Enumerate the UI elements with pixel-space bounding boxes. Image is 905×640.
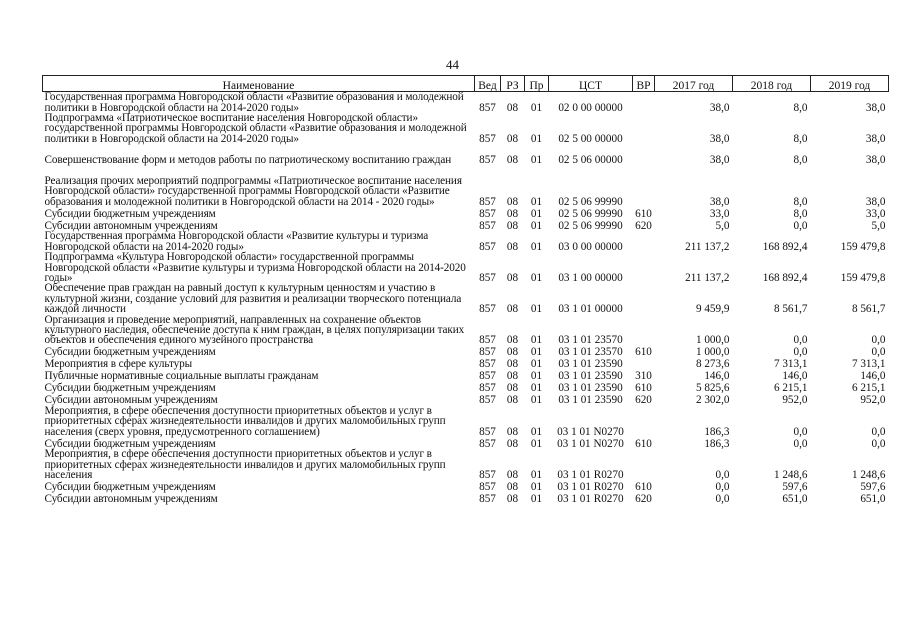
table-header-row [43, 76, 889, 92]
row-vr: 610 [635, 382, 652, 395]
row-value-2018: 952,0 [782, 394, 808, 407]
row-cst: 03 1 01 23590 [558, 358, 623, 371]
row-value-2019: 38,0 [865, 195, 886, 208]
header-name: Наименование [43, 76, 475, 92]
row-vr: 610 [635, 480, 652, 493]
row-rz: 08 [506, 207, 519, 220]
row-pr: 01 [530, 132, 543, 145]
row-name: Реализация прочих мероприятий подпрограммы «Патриотическое воспитание населения Новгородской области» государственной программы Новгородской области «Развитие образования и молодежной политики в Новгородской области на 2014 - 2020 годы» [44, 175, 462, 208]
row-vr [633, 144, 655, 165]
row-pr: 01 [530, 195, 543, 208]
row-value-2017: 186,3 [704, 425, 730, 438]
row-cst: 03 1 01 R0270 [557, 480, 624, 493]
row-value-2018: 8,0 [793, 153, 808, 166]
row-value-2018: 168 892,4 [762, 240, 808, 253]
row-value-2019: 651,0 [860, 492, 886, 505]
row-value-2019: 597,6 [860, 480, 886, 493]
row-pr: 01 [530, 425, 543, 438]
row-pr: 01 [530, 101, 543, 114]
row-pr: 01 [530, 303, 543, 316]
row-value-2018: 8 561,7 [773, 303, 808, 316]
header-cst: ЦСТ [549, 76, 633, 92]
row-value-2017: 38,0 [709, 101, 730, 114]
row-rz: 08 [506, 425, 519, 438]
row-ved: 857 [479, 437, 496, 450]
row-name: Подпрограмма «Культура Новгородской области» государственной программы Новгородской области «Развитие культуры и туризма Новгородской области на 2014-2020 годы» [44, 251, 466, 285]
row-ved: 857 [479, 346, 496, 359]
row-cst: 02 0 00 00000 [558, 101, 623, 114]
row-value-2019: 0,0 [871, 425, 886, 438]
row-rz: 08 [506, 492, 519, 505]
row-name: Субсидии автономным учреждениям [44, 492, 218, 505]
row-cst: 03 1 01 R0270 [557, 492, 624, 505]
row-value-2017: 2 302,0 [695, 394, 730, 407]
row-value-2019: 159 479,8 [840, 272, 886, 285]
row-pr: 01 [530, 382, 543, 395]
table-row [43, 480, 889, 492]
row-value-2018: 0,0 [793, 334, 808, 347]
row-rz: 08 [506, 480, 519, 493]
header-rz: РЗ [501, 76, 525, 92]
row-pr: 01 [530, 272, 543, 285]
row-name: Организация и проведение мероприятий, направленных на сохранение объектов культурного наследия, обеспечение доступа к ним граждан, в целях популяризации таких объектов и обеспечения единого музейного пространства [44, 313, 465, 347]
table-row [43, 492, 889, 504]
row-name: Публичные нормативные социальные выплаты гражданам [44, 370, 319, 383]
row-pr: 01 [530, 468, 543, 481]
row-ved: 857 [479, 480, 496, 493]
row-rz: 08 [506, 346, 519, 359]
header-vr: ВР [633, 76, 655, 92]
row-cst: 03 1 01 N0270 [557, 437, 624, 450]
row-cst: 03 1 00 00000 [558, 272, 623, 285]
table-row [43, 207, 889, 219]
row-name: Субсидии бюджетным учреждениям [44, 382, 216, 395]
row-value-2018: 597,6 [782, 480, 808, 493]
row-name: Субсидии автономным учреждениям [44, 394, 218, 407]
table-row [43, 219, 889, 231]
row-value-2018: 168 892,4 [762, 272, 808, 285]
row-value-2019: 0,0 [871, 346, 886, 359]
row-rz: 08 [506, 240, 519, 253]
row-value-2017: 8 273,6 [695, 358, 730, 371]
row-rz: 08 [506, 334, 519, 347]
row-value-2018: 651,0 [782, 492, 808, 505]
row-ved: 857 [479, 219, 496, 232]
row-rz: 08 [506, 132, 519, 145]
row-vr [633, 449, 655, 480]
row-cst: 03 1 01 23570 [558, 334, 623, 347]
row-value-2017: 38,0 [709, 153, 730, 166]
row-cst: 03 1 01 23590 [558, 382, 623, 395]
row-value-2018: 8,0 [793, 207, 808, 220]
row-vr [633, 165, 655, 207]
row-value-2017: 33,0 [709, 207, 730, 220]
row-value-2019: 38,0 [865, 132, 886, 145]
row-value-2018: 146,0 [782, 370, 808, 383]
row-pr: 01 [530, 394, 543, 407]
row-ved: 857 [479, 132, 496, 145]
row-name: Обеспечение прав граждан на равный доступ к культурным ценностям и участию в культурной жизни, создание условий для развития и реализации творческого потенциала каждой личности [44, 282, 462, 316]
row-vr: 620 [635, 492, 652, 505]
row-rz: 08 [506, 272, 519, 285]
row-name: Мероприятия, в сфере обеспечения доступности приоритетных объектов и услуг в приоритетных сферах жизнедеятельности инвалидов и других маломобильных групп населения [44, 448, 446, 481]
table-row [43, 113, 889, 144]
row-vr: 610 [635, 346, 652, 359]
row-pr: 01 [530, 240, 543, 253]
row-value-2019: 952,0 [860, 394, 886, 407]
row-value-2017: 146,0 [704, 370, 730, 383]
header-2017: 2017 год [655, 76, 733, 92]
row-value-2017: 5 825,6 [695, 382, 730, 395]
row-rz: 08 [506, 468, 519, 481]
row-ved: 857 [479, 468, 496, 481]
row-name: Государственная программа Новгородской области «Развитие образования и молодежной политики в Новгородской области на 2014-2020 годы» [44, 91, 464, 114]
row-ved: 857 [479, 370, 496, 383]
row-ved: 857 [479, 240, 496, 253]
row-vr: 310 [635, 370, 652, 383]
row-value-2018: 1 248,6 [773, 468, 808, 481]
row-ved: 857 [479, 101, 496, 114]
budget-table [42, 75, 889, 504]
table-row [43, 449, 889, 480]
table-row [43, 231, 889, 252]
row-pr: 01 [530, 437, 543, 450]
row-ved: 857 [479, 303, 496, 316]
row-rz: 08 [506, 394, 519, 407]
row-value-2018: 7 313,1 [773, 358, 808, 371]
row-name: Субсидии бюджетным учреждениям [44, 480, 216, 493]
row-value-2017: 0,0 [715, 492, 730, 505]
row-value-2017: 5,0 [715, 219, 730, 232]
row-cst: 02 5 06 99990 [558, 195, 623, 208]
table-body [43, 92, 889, 505]
row-value-2017: 0,0 [715, 480, 730, 493]
row-rz: 08 [506, 303, 519, 316]
row-value-2017: 211 137,2 [685, 272, 730, 285]
row-value-2017: 38,0 [709, 195, 730, 208]
table-row [43, 346, 889, 358]
row-ved: 857 [479, 334, 496, 347]
row-rz: 08 [506, 382, 519, 395]
table-row [43, 370, 889, 382]
row-value-2017: 211 137,2 [685, 240, 730, 253]
row-value-2019: 159 479,8 [840, 240, 886, 253]
row-ved: 857 [479, 153, 496, 166]
row-ved: 857 [479, 492, 496, 505]
row-pr: 01 [530, 492, 543, 505]
row-value-2019: 0,0 [871, 334, 886, 347]
row-vr [633, 283, 655, 314]
row-vr [633, 113, 655, 144]
row-cst: 03 1 01 R0270 [557, 468, 624, 481]
row-vr [633, 315, 655, 346]
row-value-2019: 38,0 [865, 101, 886, 114]
row-value-2018: 0,0 [793, 219, 808, 232]
row-cst: 02 5 06 99990 [558, 207, 623, 220]
row-pr: 01 [530, 358, 543, 371]
row-pr: 01 [530, 334, 543, 347]
page-number: 44 [446, 57, 459, 72]
row-rz: 08 [506, 153, 519, 166]
row-name: Субсидии бюджетным учреждениям [44, 346, 216, 359]
row-value-2017: 1 000,0 [695, 334, 730, 347]
header-2018: 2018 год [733, 76, 811, 92]
row-pr: 01 [530, 370, 543, 383]
table-row [43, 165, 889, 207]
row-value-2019: 1 248,6 [851, 468, 886, 481]
header-ved: Вед [475, 76, 501, 92]
row-value-2018: 0,0 [793, 437, 808, 450]
row-value-2017: 186,3 [704, 437, 730, 450]
row-cst: 03 1 01 N0270 [557, 425, 624, 438]
row-value-2017: 0,0 [715, 468, 730, 481]
row-value-2019: 38,0 [865, 153, 886, 166]
row-value-2018: 0,0 [793, 346, 808, 359]
table-row [43, 406, 889, 437]
row-value-2018: 8,0 [793, 195, 808, 208]
row-ved: 857 [479, 272, 496, 285]
row-ved: 857 [479, 425, 496, 438]
row-cst: 02 5 00 00000 [558, 132, 623, 145]
row-rz: 08 [506, 219, 519, 232]
row-value-2019: 7 313,1 [851, 358, 886, 371]
row-name: Государственная программа Новгородской области «Развитие культуры и туризма Новгородской области на 2014-2020 годы» [44, 230, 429, 253]
row-rz: 08 [506, 358, 519, 371]
row-pr: 01 [530, 153, 543, 166]
row-vr: 610 [635, 437, 652, 450]
row-cst: 02 5 06 00000 [558, 153, 623, 166]
row-ved: 857 [479, 394, 496, 407]
table-row [43, 92, 889, 114]
row-name: Совершенствование форм и методов работы по патриотическому воспитанию граждан [44, 153, 452, 166]
row-pr: 01 [530, 346, 543, 359]
row-name: Мероприятия, в сфере обеспечения доступности приоритетных объектов и услуг в приоритетных сферах жизнедеятельности инвалидов и других маломобильных групп населения (сверх уровня, предусмотренного соглашением) [44, 404, 446, 438]
row-name: Мероприятия в сфере культуры [44, 358, 193, 371]
row-cst: 03 1 01 23570 [558, 346, 623, 359]
row-pr: 01 [530, 480, 543, 493]
row-vr [633, 252, 655, 283]
row-value-2018: 8,0 [793, 101, 808, 114]
row-value-2019: 33,0 [865, 207, 886, 220]
row-value-2018: 6 215,1 [773, 382, 808, 395]
row-value-2017: 9 459,9 [695, 303, 730, 316]
row-vr [633, 406, 655, 437]
row-value-2017: 1 000,0 [695, 346, 730, 359]
row-value-2018: 8,0 [793, 132, 808, 145]
row-value-2019: 146,0 [860, 370, 886, 383]
row-value-2019: 8 561,7 [851, 303, 886, 316]
row-vr [633, 92, 655, 114]
table-row [43, 358, 889, 370]
row-vr: 620 [635, 219, 652, 232]
table-row [43, 144, 889, 165]
row-rz: 08 [506, 101, 519, 114]
row-cst: 03 1 01 00000 [558, 303, 623, 316]
row-value-2019: 6 215,1 [851, 382, 886, 395]
row-vr: 610 [635, 207, 652, 220]
row-value-2019: 0,0 [871, 437, 886, 450]
header-2019: 2019 год [811, 76, 889, 92]
row-pr: 01 [530, 219, 543, 232]
row-cst: 03 1 01 23590 [558, 394, 623, 407]
row-value-2018: 0,0 [793, 425, 808, 438]
row-vr [633, 231, 655, 252]
row-value-2017: 38,0 [709, 132, 730, 145]
table-row [43, 252, 889, 283]
row-vr: 620 [635, 394, 652, 407]
table-row [43, 315, 889, 346]
row-vr [633, 358, 655, 370]
row-ved: 857 [479, 358, 496, 371]
table-row [43, 283, 889, 314]
row-rz: 08 [506, 195, 519, 208]
row-cst: 03 1 01 23590 [558, 370, 623, 383]
row-rz: 08 [506, 437, 519, 450]
row-name: Субсидии автономным учреждениям [44, 219, 218, 232]
row-pr: 01 [530, 207, 543, 220]
row-ved: 857 [479, 382, 496, 395]
row-rz: 08 [506, 370, 519, 383]
row-value-2019: 5,0 [871, 219, 886, 232]
row-name: Субсидии бюджетным учреждениям [44, 437, 216, 450]
row-name: Субсидии бюджетным учреждениям [44, 207, 216, 220]
row-cst: 03 0 00 00000 [558, 240, 623, 253]
row-ved: 857 [479, 207, 496, 220]
row-name: Подпрограмма «Патриотическое воспитание населения Новгородской области» государственной программы Новгородской области «Развитие образования и молодежной политики в Новгородской области на 2014-2020 годы» [44, 112, 467, 145]
row-cst: 02 5 06 99990 [558, 219, 623, 232]
row-ved: 857 [479, 195, 496, 208]
header-pr: Пр [525, 76, 549, 92]
table-row [43, 382, 889, 394]
